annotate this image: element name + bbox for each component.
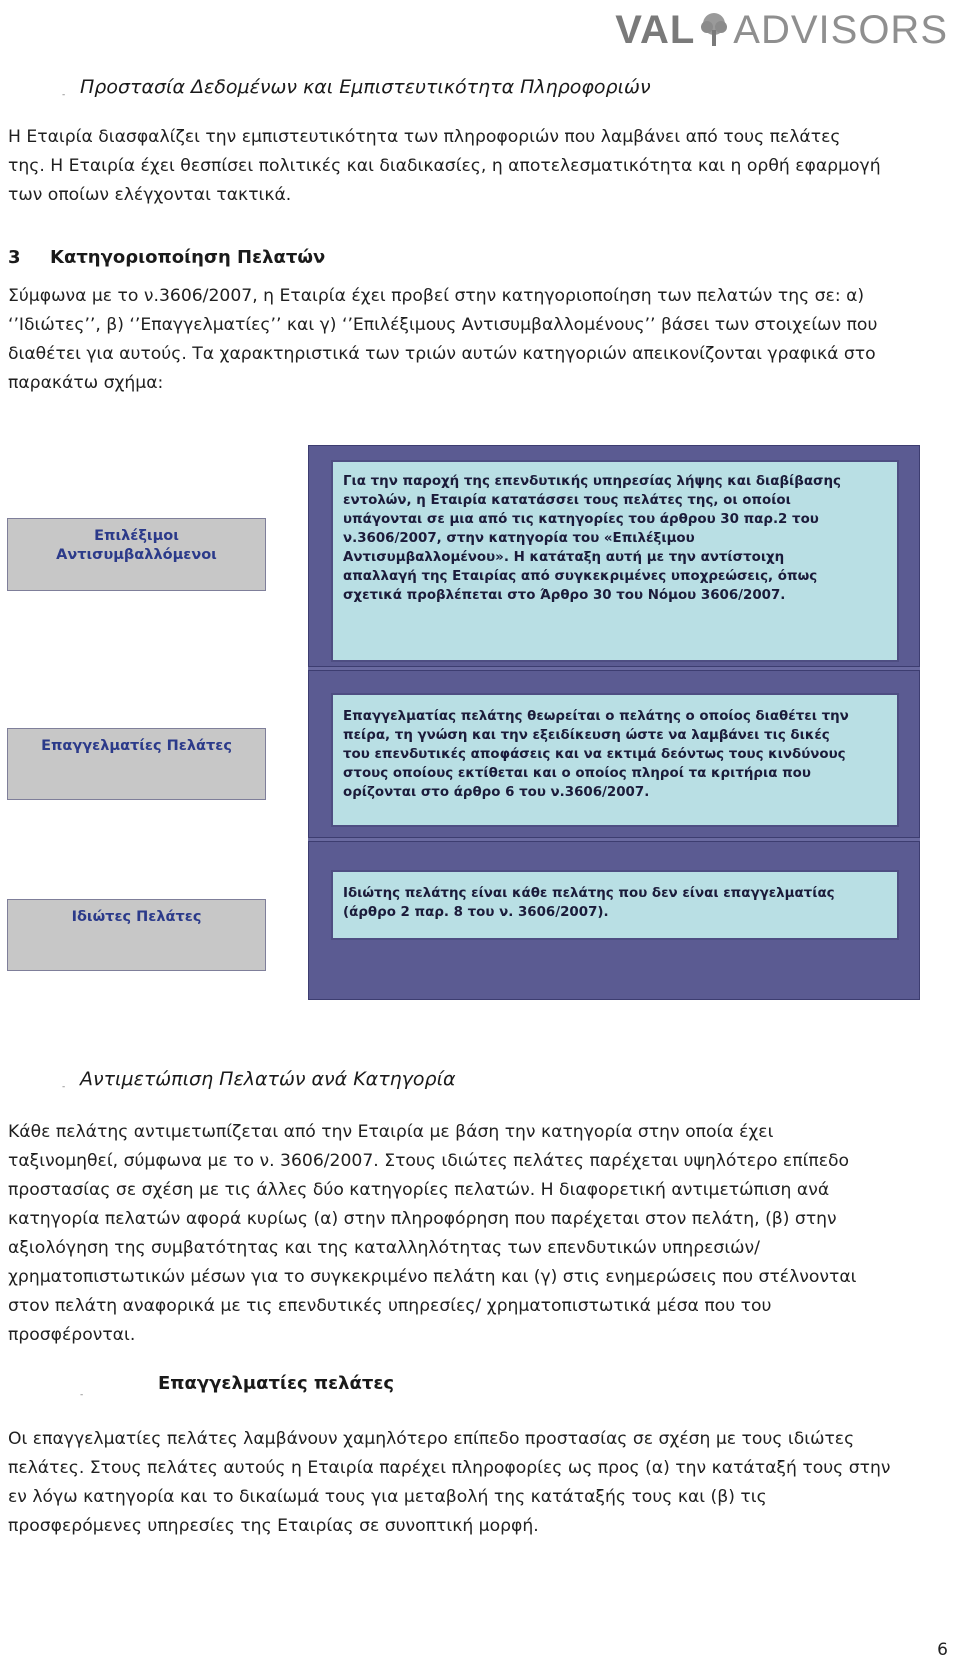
paragraph-data-protection <box>8 123 949 210</box>
section-title-categorization: Κατηγοριοποίηση Πελατών <box>50 247 326 268</box>
desc-line: ν.3606/2007, στην κατηγορία του «Επιλέξιμου <box>343 531 695 546</box>
text-line: αξιολόγηση της συμβατότητας και της καταλληλότητας των επενδυτικών υπηρεσιών/ <box>8 1238 760 1258</box>
desc-line: εντολών, η Εταιρία κατατάσσει τους πελάτες της, οι οποίοι <box>343 493 791 508</box>
text-line: χρηματοπιστωτικών μέσων για το συγκεκριμένο πελάτη και (γ) στις ενημερώσεις που στέλνονται <box>8 1267 857 1287</box>
heading-treatment: Αντιμετώπιση Πελατών ανά Κατηγορία <box>80 1068 456 1090</box>
tree-icon <box>697 12 731 48</box>
desc-line: Αντισυμβαλλομένου». Η κατάταξη αυτή με την αντίστοιχη <box>343 550 785 565</box>
text-line: ταξινομηθεί, σύμφωνα με το ν. 3606/2007. Στους ιδιώτες πελάτες παρέχεται υψηλότερο επίπεδο <box>8 1151 850 1171</box>
tier-retail-clients <box>308 841 920 1000</box>
label-line: Επαγγελματίες Πελάτες <box>41 738 232 754</box>
heading-professional-clients: Επαγγελματίες πελάτες <box>158 1373 395 1394</box>
label-professional-clients <box>7 728 266 800</box>
tier-eligible-counterparties <box>308 445 920 667</box>
text-line: της. Η Εταιρία έχει θεσπίσει πολιτικές και διαδικασίες, η αποτελεσματικότητα και η ορθή εφαρμογή <box>8 156 881 176</box>
label-line: Επιλέξιμοι <box>94 528 179 544</box>
paragraph-categorization <box>8 282 949 398</box>
tier-description-box <box>331 460 899 662</box>
company-logo <box>615 7 948 52</box>
section-number: 3 <box>8 247 21 268</box>
text-line: προστασίας σε σχέση με τις άλλες δύο κατηγορίες πελατών. Η διαφορετική αντιμετώπιση ανά <box>8 1180 830 1200</box>
text-line: εν λόγω κατηγορία και το δικαίωμά τους για μεταβολή της κατάταξής τους και (β) τις <box>8 1487 767 1507</box>
desc-line: υπάγονται σε μια από τις κατηγορίες του άρθρου 30 παρ.2 του <box>343 512 819 527</box>
text-line: στον πελάτη αναφορικά με τις επενδυτικές υπηρεσίες/ χρηματοπιστωτικά μέσα που του <box>8 1296 772 1316</box>
paragraph-treatment <box>8 1118 949 1350</box>
desc-line: πείρα, τη γνώση και την εξειδίκευση ώστε να λαμβάνει τις δικές <box>343 728 830 743</box>
tier-description-box <box>331 870 899 940</box>
text-line: Η Εταιρία διασφαλίζει την εμπιστευτικότητα των πληροφοριών που λαμβάνει από τους πελάτες <box>8 127 841 147</box>
page-number: 6 <box>937 1640 948 1660</box>
tier-description <box>343 472 889 605</box>
desc-line: Ιδιώτης πελάτης είναι κάθε πελάτης που δεν είναι επαγγελματίας <box>343 886 835 901</box>
bullet-marker: - <box>80 1390 84 1400</box>
paragraph-professional-clients <box>8 1425 949 1541</box>
label-line: Αντισυμβαλλόμενοι <box>56 547 217 563</box>
tier-description <box>343 884 889 922</box>
desc-line: Για την παροχή της επενδυτικής υπηρεσίας λήψης και διαβίβασης <box>343 474 841 489</box>
bullet-marker: - <box>62 1082 66 1092</box>
logo-text-advisors: ADVISORS <box>733 7 948 52</box>
client-categories-diagram <box>308 445 920 1000</box>
text-line: παρακάτω σχήμα: <box>8 373 164 393</box>
desc-line: σχετικά προβλέπεται στο Άρθρο 30 του Νόμου 3606/2007. <box>343 588 786 603</box>
text-line: διαθέτει για αυτούς. Τα χαρακτηριστικά των τριών αυτών κατηγοριών απεικονίζονται γραφικά στο <box>8 344 876 364</box>
label-retail-clients <box>7 899 266 971</box>
tier-professional-clients <box>308 670 920 838</box>
desc-line: (άρθρο 2 παρ. 8 του ν. 3606/2007). <box>343 905 609 920</box>
desc-line: στους οποίους εκτίθεται και ο οποίος πληροί τα κριτήρια που <box>343 766 811 781</box>
label-line: Ιδιώτες Πελάτες <box>71 909 202 925</box>
text-line: των οποίων ελέγχονται τακτικά. <box>8 185 292 205</box>
label-eligible-counterparties <box>7 518 266 591</box>
text-line: Σύμφωνα με το ν.3606/2007, η Εταιρία έχει προβεί στην κατηγοριοποίηση των πελατών της σε: α) <box>8 286 865 306</box>
text-line: ‘’Ιδιώτες’’, β) ‘’Επαγγελματίες’’ και γ) ‘’Επιλέξιμους Αντισυμβαλλομένους’’ βάσει των στοιχείων που <box>8 315 878 335</box>
desc-line: απαλλαγή της Εταιρίας από συγκεκριμένες υποχρεώσεις, όπως <box>343 569 818 584</box>
heading-data-protection: Προστασία Δεδομένων και Εμπιστευτικότητα Πληροφοριών <box>80 76 651 98</box>
desc-line: του επενδυτικές αποφάσεις και να εκτιμά δεόντως τους κινδύνους <box>343 747 846 762</box>
desc-line: ορίζονται στο άρθρο 6 του ν.3606/2007. <box>343 785 650 800</box>
text-line: Οι επαγγελματίες πελάτες λαμβάνουν χαμηλότερο επίπεδο προστασίας σε σχέση με τους ιδιώτες <box>8 1429 855 1449</box>
logo-text-val: VAL <box>615 7 696 52</box>
text-line: πελάτες. Στους πελάτες αυτούς η Εταιρία παρέχει πληροφορίες ως προς (α) την κατάταξή τους στην <box>8 1458 891 1478</box>
text-line: προσφέρονται. <box>8 1325 136 1345</box>
text-line: κατηγορία πελατών αφορά κυρίως (α) στην πληροφόρηση που παρέχεται στον πελάτη, (β) στην <box>8 1209 837 1229</box>
tier-description-box <box>331 693 899 827</box>
tier-description <box>343 707 889 802</box>
text-line: Κάθε πελάτης αντιμετωπίζεται από την Εταιρία με βάση την κατηγορία στην οποία έχει <box>8 1122 774 1142</box>
desc-line: Επαγγελματίας πελάτης θεωρείται ο πελάτης ο οποίος διαθέτει την <box>343 709 849 724</box>
text-line: προσφερόμενες υπηρεσίες της Εταιρίας σε συνοπτική μορφή. <box>8 1516 539 1536</box>
bullet-marker: - <box>62 90 66 100</box>
